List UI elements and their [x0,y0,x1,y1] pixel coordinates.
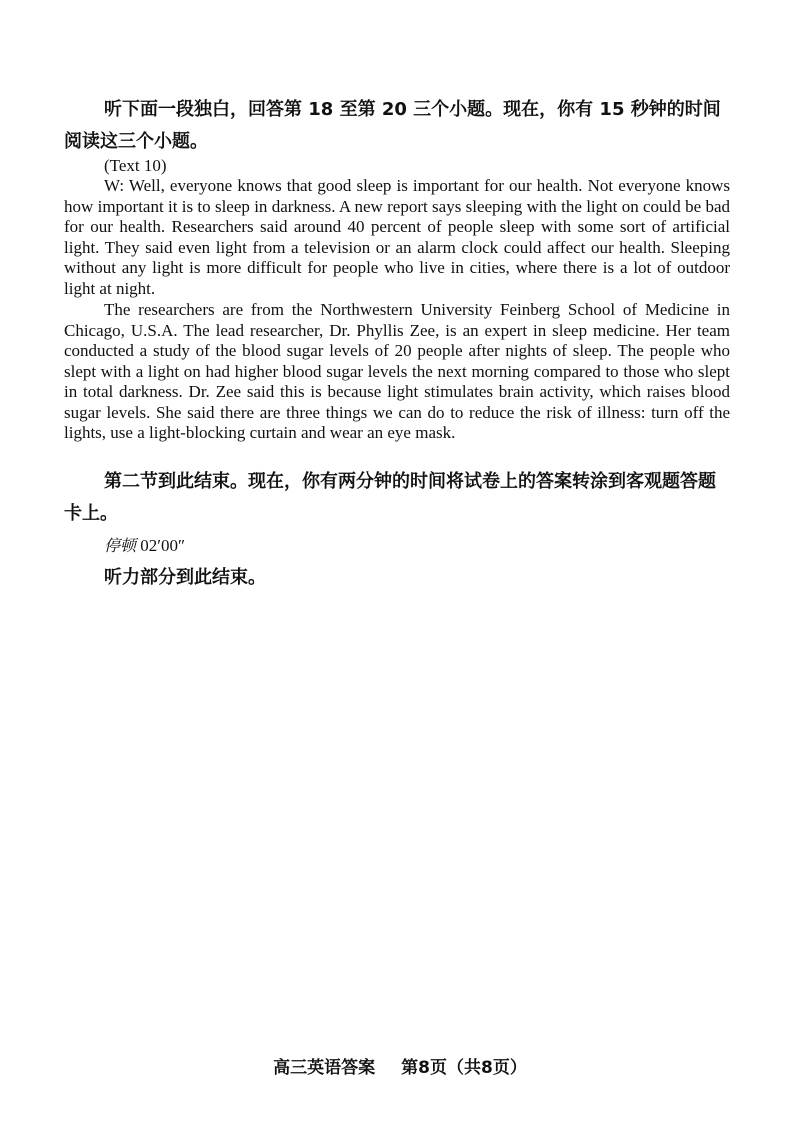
pause-label: 停顿 [104,536,137,555]
page-footer [0,1056,800,1080]
section-end-instruction: 第二节到此结束。现在，你有两分钟的时间将试卷上的答案转涂到客观题答题卡上。 [64,471,716,524]
footer-title: 高三英语答案 [273,1058,376,1078]
listening-instruction: 听下面一段独白，回答第 18 至第 20 三个小题。现在，你有 15 秒钟的时间阅读这三个小题。 [64,99,721,152]
pause-line [64,534,730,558]
monologue-paragraph-1: W: Well, everyone knows that good sleep is important for our health. Not everyone knows how important it is to sleep in darkness. A new report says sleeping with the light on could be bad for our health. Researchers said around 40 percent of people sleep with some sort of artificial light. They said even light from a television or an alarm clock could affect our health. Sleeping without any light is more difficult for people who live in cities, where there is a lot of outdoor light at night. [64,176,730,298]
text-number-label: (Text 10) [104,156,167,175]
listening-end-text: 听力部分到此结束。 [104,567,266,588]
pause-time: 02′00″ [140,536,186,555]
footer-page-number: 第8页（共8页） [401,1058,527,1078]
monologue-paragraph-2: The researchers are from the Northwestern University Feinberg School of Medicine in Chicago, U.S.A. The lead researcher, Dr. Phyllis Zee, is an expert in sleep medicine. Her team conducted a study of the blood sugar levels of 20 people after nights of sleep. The people who slept with a light on had higher blood sugar levels the next morning compared to those who slept in total darkness. Dr. Zee said this is because light stimulates brain activity, which raises blood sugar levels. She said there are three things we can do to reduce the risk of illness: turn off the lights, use a light-blocking curtain and wear an eye mask. [64,300,730,442]
